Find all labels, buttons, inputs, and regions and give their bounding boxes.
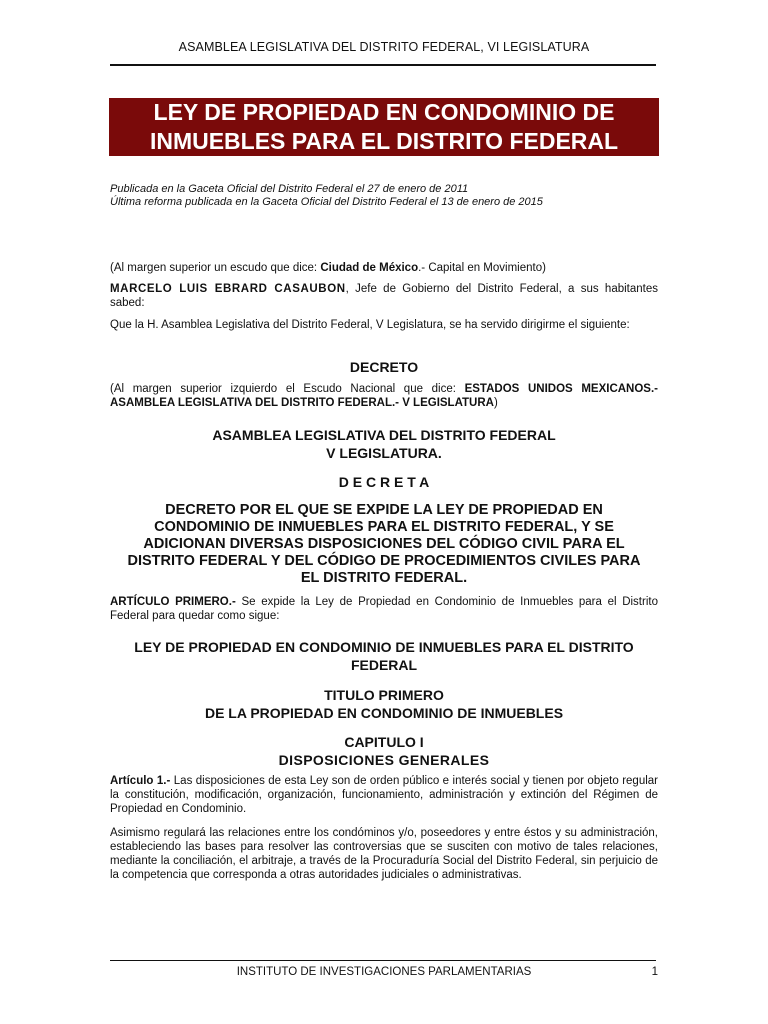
document-title-banner — [109, 98, 659, 156]
law-title: LEY DE PROPIEDAD EN CONDOMINIO DE INMUEBLES PARA EL DISTRITO FEDERAL — [134, 639, 634, 673]
margin-note-shield: (Al margen superior un escudo que dice: Ciudad de México.- Capital en Movimiento) — [110, 262, 546, 274]
titulo-primero: TITULO PRIMERO DE LA PROPIEDAD EN CONDOMINIO DE INMUEBLES — [204, 687, 564, 721]
last-reform-date: Última reforma publicada en la Gaceta Oficial del Distrito Federal el 13 de enero de 2015 — [110, 196, 543, 208]
capitulo-heading: CAPITULO I DISPOSICIONES GENERALES — [278, 734, 490, 768]
page-number: 1 — [651, 966, 658, 978]
decree-title: DECRETO POR EL QUE SE EXPIDE LA LEY DE PROPIEDAD EN CONDOMINIO DE INMUEBLES PARA EL DISTRITO FEDERAL, Y SE ADICIONAN DIVERSAS DISPOSICIONES DEL CÓDIGO CIVIL PARA EL DISTRITO FEDERAL Y DEL CÓDIGO DE PROCEDIMIENTOS CIVILES PARA EL DISTRITO FEDERAL. — [127, 502, 641, 586]
document-title-line-1: LEY DE PROPIEDAD EN CONDOMINIO DE — [153, 99, 615, 125]
header-rule — [110, 64, 656, 66]
governor-name: MARCELO LUIS EBRARD CASAUBON — [110, 283, 346, 295]
publication-info — [110, 183, 658, 209]
article-1-paragraph-2: Asimismo regulará las relaciones entre los condóminos y/o, poseedores y entre éstos y su administración, estableciendo las bases para resolver las controversias que se susciten con motivo de tales relaciones, mediante la conciliación, el arbitraje, a través de la Procuraduría Social del Distrito Federal, sin perjuicio de la competencia que corresponda a otras autoridades judiciales o administrativas. — [110, 827, 658, 881]
governor-paragraph: MARCELO LUIS EBRARD CASAUBON, Jefe de Gobierno del Distrito Federal, a sus habitantes sabed: — [110, 283, 658, 309]
article-primero: ARTÍCULO PRIMERO.- Se expide la Ley de Propiedad en Condominio de Inmuebles para el Distrito Federal para quedar como sigue: — [110, 596, 658, 622]
document-title-line-2: INMUEBLES PARA EL DISTRITO FEDERAL — [149, 128, 619, 154]
footer-rule — [110, 960, 656, 961]
footer-institute: INSTITUTO DE INVESTIGACIONES PARLAMENTARIAS — [236, 966, 532, 978]
decreto-heading: DECRETO — [349, 359, 419, 375]
publication-date: Publicada en la Gaceta Oficial del Distrito Federal el 27 de enero de 2011 — [110, 183, 469, 195]
assembly-paragraph: Que la H. Asamblea Legislativa del Distrito Federal, V Legislatura, se ha servido dirigirme el siguiente: — [110, 319, 630, 331]
assembly-heading: ASAMBLEA LEGISLATIVA DEL DISTRITO FEDERAL V LEGISLATURA. — [212, 427, 556, 461]
margin-note-escudo: (Al margen superior izquierdo el Escudo Nacional que dice: ESTADOS UNIDOS MEXICANOS.- ASAMBLEA LEGISLATIVA DEL DISTRITO FEDERAL.- V LEGISLATURA) — [110, 383, 658, 409]
decreta-heading: D E C R E T A — [338, 474, 430, 490]
running-header: ASAMBLEA LEGISLATIVA DEL DISTRITO FEDERAL, VI LEGISLATURA — [178, 40, 590, 54]
article-1: Artículo 1.- Las disposiciones de esta Ley son de orden público e interés social y tienen por objeto regular la constitución, modificación, organización, funcionamiento, administración y extinción del Régimen de Propiedad en Condominio. — [110, 775, 658, 815]
